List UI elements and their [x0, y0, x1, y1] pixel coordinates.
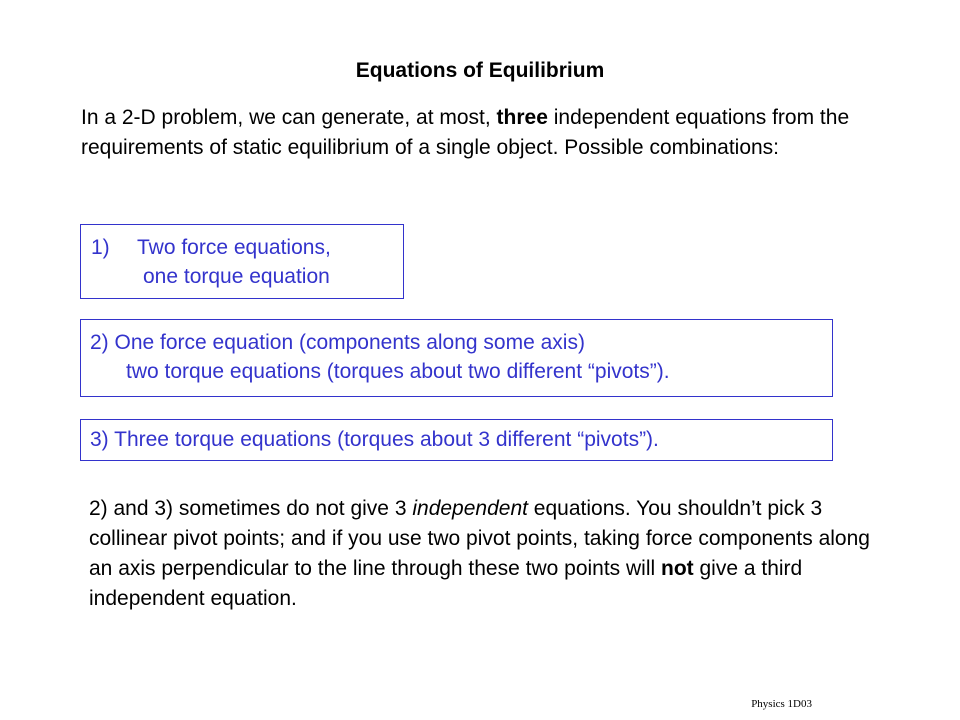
slide-title: Equations of Equilibrium — [355, 59, 605, 82]
option-box-3 — [80, 419, 833, 461]
closing-text-2: equations. You shouldn’t pick 3 collinear pivot points; and if you use two pivot points, taking force components along an axis perpendicular to the line through these two points will — [89, 497, 870, 580]
option-1-line-1-text: Two force equations, — [137, 236, 331, 259]
option-box-2 — [80, 319, 833, 397]
closing-emphasis-independent: independent — [412, 497, 528, 520]
intro-paragraph — [81, 103, 881, 163]
intro-emphasis-three: three — [496, 106, 548, 129]
closing-paragraph — [89, 494, 889, 614]
intro-text-after: independent equations from the requirements of static equilibrium of a single object. Possible combinations: — [81, 106, 850, 159]
option-3-line-1: 3) Three torque equations (torques about 3 different “pivots”). — [90, 428, 659, 451]
option-2-line-1: 2) One force equation (components along some axis) — [90, 331, 585, 354]
option-1-line-2: one torque equation — [143, 265, 330, 288]
option-1-line-1 — [91, 233, 403, 262]
closing-emphasis-not: not — [661, 557, 694, 580]
closing-text-3: give a third independent equation. — [89, 557, 803, 610]
option-1-number: 1) — [91, 236, 110, 259]
option-box-1 — [80, 224, 404, 299]
intro-text-before: In a 2-D problem, we can generate, at most, — [81, 106, 497, 129]
closing-text-1: 2) and 3) sometimes do not give 3 — [89, 497, 413, 520]
option-2-line-2: two torque equations (torques about two different “pivots”). — [126, 360, 670, 383]
footer-course-label: Physics 1D03 — [751, 698, 812, 710]
